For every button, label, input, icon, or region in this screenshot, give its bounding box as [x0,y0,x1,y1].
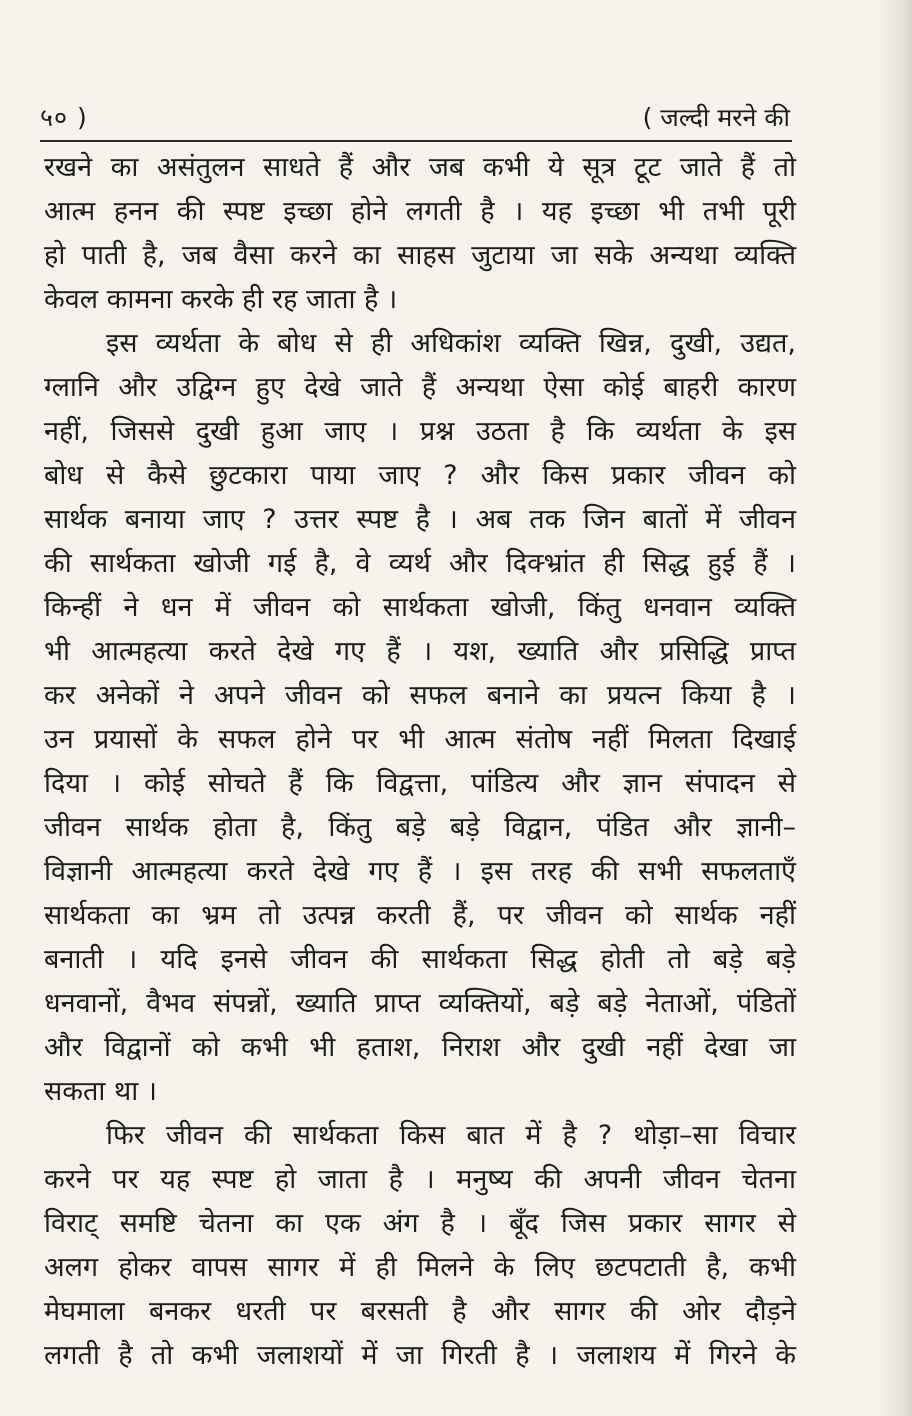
text-line: आत्म हनन की स्पष्ट इच्छा होने लगती है । यह इच्छा भी तभी पूरी [44,196,796,227]
text-line: उन प्रयासों के सफल होने पर भी आत्म संतोष नहीं मिलता दिखाई [44,724,796,755]
text-line: रखने का असंतुलन साधते हैं और जब कभी ये सूत्र टूट जाते हैं तो [44,152,796,183]
page-number: ५० ) [40,103,88,132]
text-line: विराट् समष्टि चेतना का एक अंग है । बूँद जिस प्रकार सागर से [44,1208,796,1239]
body-text [44,146,796,1378]
text-line: सार्थक बनाया जाए ? उत्तर स्पष्ट है । अब तक जिन बातों में जीवन [44,504,796,535]
text-line: मेघमाला बनकर धरती पर बरसती है और सागर की ओर दौड़ने [44,1296,796,1327]
text-line: सार्थकता का भ्रम तो उत्पन्न करती हैं, पर जीवन को सार्थक नहीं [44,900,796,931]
text-line: और विद्वानों को कभी भी हताश, निराश और दुखी नहीं देखा जा [44,1032,796,1063]
text-line: केवल कामना करके ही रह जाता है । [44,284,398,315]
text-line: जीवन सार्थक होता है, किंतु बड़े बड़े विद्वान, पंडित और ज्ञानी– [44,812,796,843]
text-line: दिया । कोई सोचते हैं कि विद्वत्ता, पांडित्य और ज्ञान संपादन से [44,768,796,799]
text-line: धनवानों, वैभव संपन्नों, ख्याति प्राप्त व्यक्तियों, बड़े बड़े नेताओं, पंडितों [44,988,796,1019]
text-line: किन्हीं ने धन में जीवन को सार्थकता खोजी, किंतु धनवान व्यक्ति [44,592,796,623]
text-line: अलग होकर वापस सागर में ही मिलने के लिए छटपटाती है, कभी [44,1252,796,1283]
page-header [40,96,792,142]
text-line: बनाती । यदि इनसे जीवन की सार्थकता सिद्ध होती तो बड़े बड़े [44,944,796,975]
text-line: करने पर यह स्पष्ट हो जाता है । मनुष्य की अपनी जीवन चेतना [44,1164,796,1195]
text-line: भी आत्महत्या करते देखे गए हैं । यश, ख्याति और प्रसिद्धि प्राप्त [44,636,796,667]
running-title: ( जल्दी मरने की [642,103,790,132]
text-line: लगती है तो कभी जलाशयों में जा गिरती है । जलाशय में गिरने के [44,1340,796,1371]
text-line: हो पाती है, जब वैसा करने का साहस जुटाया जा सके अन्यथा व्यक्ति [44,240,796,271]
text-line: इस व्यर्थता के बोध से ही अधिकांश व्यक्ति खिन्न, दुखी, उद्यत, [106,328,796,359]
text-line: ग्लानि और उद्विग्न हुए देखे जाते हैं अन्यथा ऐसा कोई बाहरी कारण [44,372,796,403]
text-line: कर अनेकों ने अपने जीवन को सफल बनाने का प्रयत्न किया है । [44,680,796,711]
text-line: सकता था । [44,1076,158,1107]
text-line: फिर जीवन की सार्थकता किस बात में है ? थोड़ा–सा विचार [106,1120,796,1151]
text-line: नहीं, जिससे दुखी हुआ जाए । प्रश्न उठता है कि व्यर्थता के इस [44,416,796,447]
text-line: बोध से कैसे छुटकारा पाया जाए ? और किस प्रकार जीवन को [44,460,796,491]
page-edge-shadow [878,0,912,1416]
text-line: की सार्थकता खोजी गई है, वे व्यर्थ और दिक्भ्रांत ही सिद्ध हुई हैं । [44,548,796,579]
text-line: विज्ञानी आत्महत्या करते देखे गए हैं । इस तरह की सभी सफलताएँ [44,856,796,887]
